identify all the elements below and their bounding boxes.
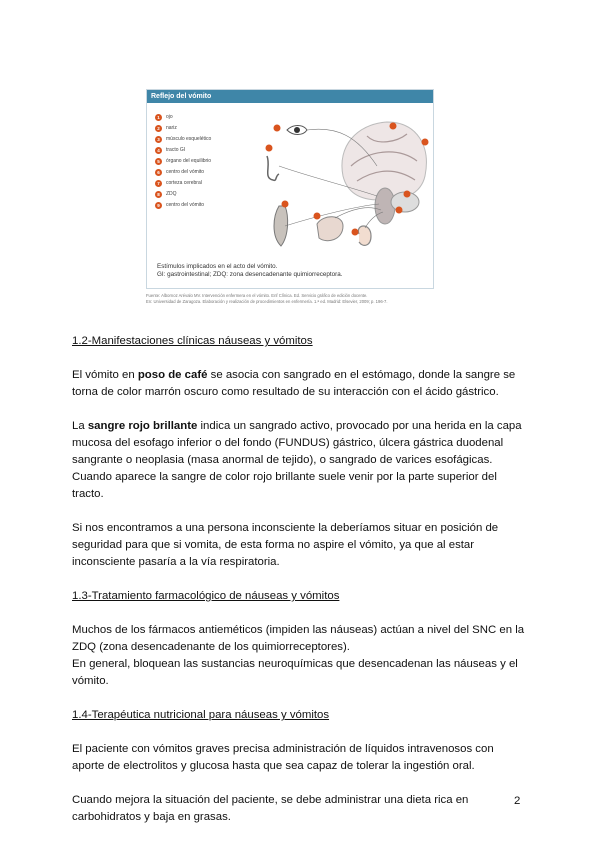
caption-line-2: GI: gastrointestinal; ZDQ: zona desencadenante quimiorreceptora. xyxy=(157,271,343,278)
legend-item xyxy=(155,200,211,210)
legend-item xyxy=(155,145,211,155)
marker-1 xyxy=(274,125,281,132)
legend-number-badge: 5 xyxy=(155,158,162,165)
p1-text-end: se asocia con sangrado en el estómago, donde la sangre se torna de color marrón oscuro como resultado de su interacción con el ácido gástrico. xyxy=(72,369,516,398)
document-body xyxy=(72,333,528,826)
legend-number-badge: 4 xyxy=(155,147,162,154)
legend-number-badge: 1 xyxy=(155,114,162,121)
paragraph-poso-cafe xyxy=(72,367,528,401)
vomit-reflex-figure xyxy=(146,89,434,289)
source-line-2: En: Universidad de Zaragoza. Elaboración y realización de procedimientos en enfermería. 1.ª ed. Madrid: Elsevier, 2009; p. 196-7. xyxy=(146,299,388,304)
legend-label: músculo esquelético xyxy=(166,136,212,142)
legend-label: órgano del equilibrio xyxy=(166,158,212,164)
brain-illustration xyxy=(247,106,431,256)
legend-number-badge: 3 xyxy=(155,136,162,143)
legend-number-badge: 9 xyxy=(155,202,162,209)
legend-label: corteza cerebral xyxy=(166,180,202,186)
source-line-1: Fuente: Albornoz Arévalo MV. Intervención enfermera en el vómito. Enf Clínica. Ed. Servicio gráfico de edición docente. xyxy=(146,293,368,298)
legend-number-badge: 6 xyxy=(155,169,162,176)
legend-label: nariz xyxy=(166,125,177,131)
legend-item xyxy=(155,156,211,166)
marker-2 xyxy=(266,145,273,152)
paragraph-bloquean: En general, bloquean las sustancias neuroquímicas que desencadenan las náuseas y el vómito. xyxy=(72,658,518,687)
paragraph-antiemeticos: Muchos de los fármacos antieméticos (impiden las náuseas) actúan a nivel del SNC en la ZDQ (zona desencadenante de los quimiorreceptores). xyxy=(72,624,525,653)
marker-8 xyxy=(390,123,397,130)
p1-bold-term: poso de café xyxy=(137,369,208,381)
legend-label: tracto GI xyxy=(166,147,186,153)
legend-number-badge: 8 xyxy=(155,191,162,198)
p2-bold-term: sangre rojo brillante xyxy=(87,420,198,432)
stomach-shape xyxy=(317,217,343,241)
legend-number-badge: 7 xyxy=(155,180,162,187)
nose-shape xyxy=(267,156,279,180)
paragraph-sangre-rojo xyxy=(72,418,528,469)
pupil xyxy=(294,127,300,133)
marker-6 xyxy=(396,207,403,214)
legend-item xyxy=(155,189,211,199)
heading-terapeutica: 1.4-Terapéutica nutricional para náuseas y vómitos xyxy=(72,709,330,721)
legend-item xyxy=(155,123,211,133)
legend-item xyxy=(155,112,211,122)
marker-9 xyxy=(404,191,411,198)
marker-7 xyxy=(422,139,429,146)
caption-line-1: Estímulos implicados en el acto del vómito. xyxy=(157,263,278,270)
p2-text-start: La xyxy=(72,420,88,432)
marker-4 xyxy=(314,213,321,220)
figure-caption xyxy=(157,263,427,279)
legend-item xyxy=(155,178,211,188)
legend-number-badge: 2 xyxy=(155,125,162,132)
legend-item xyxy=(155,167,211,177)
heading-tratamiento: 1.3-Tratamiento farmacológico de náuseas y vómitos xyxy=(72,590,340,602)
marker-3 xyxy=(282,201,289,208)
heading-manifestaciones: 1.2-Manifestaciones clínicas náuseas y vómitos xyxy=(72,335,313,347)
legend-label: ZDQ xyxy=(166,191,177,197)
legend-label: centro del vómito xyxy=(166,202,205,208)
marker-5 xyxy=(352,229,359,236)
page-number: 2 xyxy=(514,795,521,807)
legend-item xyxy=(155,134,211,144)
legend-label: centro del vómito xyxy=(166,169,205,175)
figure-source xyxy=(146,293,446,305)
p1-text-start: El vómito en xyxy=(72,369,138,381)
figure-title: Reflejo del vómito xyxy=(147,90,433,103)
ear-shape xyxy=(358,226,371,245)
legend-label: ojo xyxy=(166,114,173,120)
figure-legend xyxy=(155,112,211,211)
p2-text-end: indica un sangrado activo, provocado por una herida en la capa mucosa del esofago inferior o del fondo (FUNDUS) gástrico, úlcera gástrica duodenal sangrante o neoplasia (masa anormal de tejido), o sangrado de varices esofágicas. xyxy=(72,420,522,466)
paragraph-dieta: Cuando mejora la situación del paciente, se debe administrar una dieta rica en carbohidratos y baja en grasas. xyxy=(72,794,469,823)
paragraph-posicion-seguridad: Si nos encontramos a una persona inconsciente la deberíamos situar en posición de seguridad para que si vomita, de esta forma no aspire el vómito, ya que al estar inconsciente pasaría a la vía respiratoria. xyxy=(72,522,499,568)
paragraph-tracto-superior: Cuando aparece la sangre de color rojo brillante suele venir por la parte superior del tracto. xyxy=(72,471,497,500)
paragraph-liquidos: El paciente con vómitos graves precisa administración de líquidos intravenosos con aporte de electrolitos y glucosa hasta que sea capaz de tolerar la ingestión oral. xyxy=(72,743,494,772)
